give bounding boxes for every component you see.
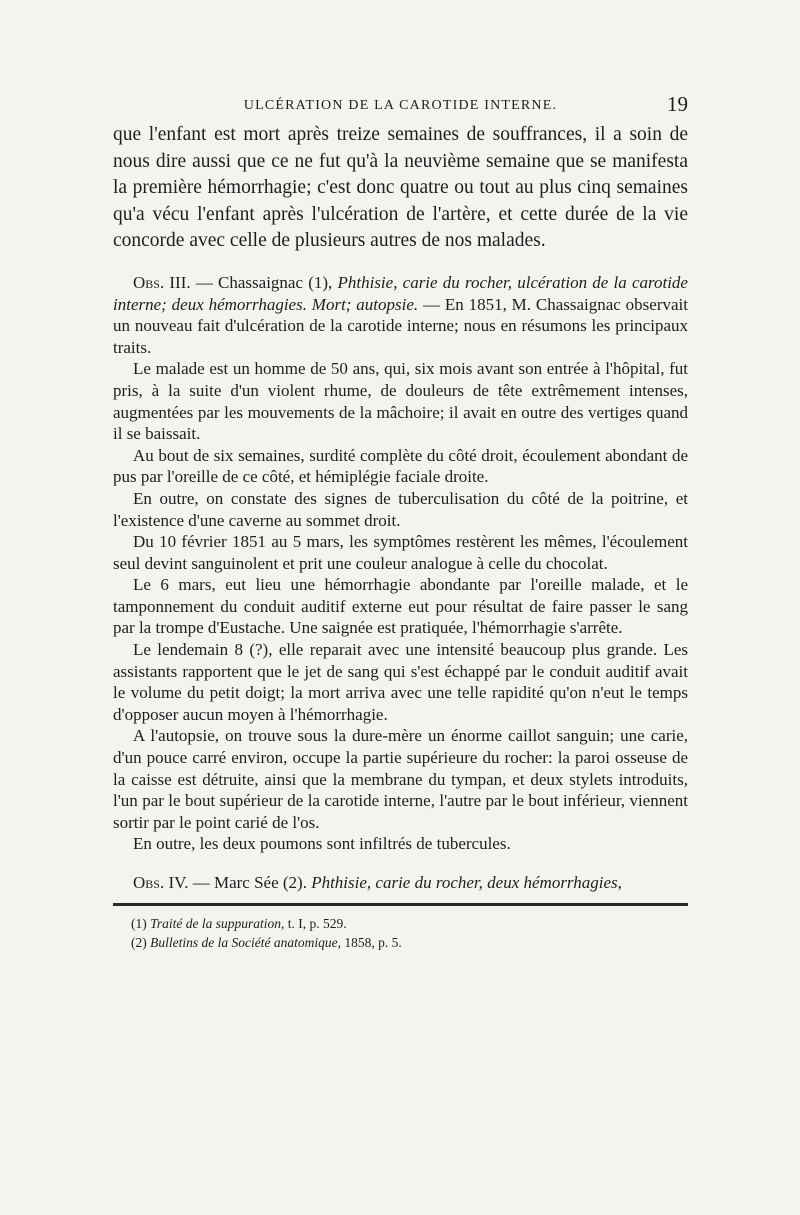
paragraph: Au bout de six semaines, surdité complète du côté droit, écoulement abondant de pus par l'oreille de ce côté, et hémiplégie faciale droite. <box>113 445 688 487</box>
footnote-divider <box>113 903 688 906</box>
obs3-title: Phthisie, carie du rocher, ulcération de la carotide interne; deux hémorrhagies. Mort; autopsie. <box>113 272 688 314</box>
paragraph: Le malade est un homme de 50 ans, qui, six mois avant son entrée à l'hôpital, fut pris, à la suite d'un violent rhume, de douleurs de tête extrêmement intenses, augmentées par les mouvements de la mâchoire; il avait en outre des vertiges quand il se baissait. <box>113 359 688 444</box>
obs4-rest: , <box>617 873 622 892</box>
lead-paragraph: que l'enfant est mort après treize semaines de souffrances, il a soin de nous dire aussi que ce ne fut qu'à la neuvième semaine que se manifesta la première hémorrhagie; c'est donc quatre ou tout au plus cinq semaines qu'a vécu l'enfant après l'ulcération de l'artère, et cette durée de la vie concorde avec celle de plusieurs autres de nos malades. <box>113 124 688 252</box>
running-title: ULCÉRATION DE LA CAROTIDE INTERNE. <box>243 98 558 113</box>
footnote-1 <box>113 914 688 933</box>
page-number: 19 <box>667 92 688 116</box>
observation-4-heading <box>113 872 688 894</box>
footnote-title: Traité de la suppuration <box>150 915 282 931</box>
obs3-label: Obs. III. <box>133 272 191 292</box>
observation-3-heading <box>113 272 688 358</box>
paragraph: Du 10 février 1851 au 5 mars, les symptômes restèrent les mêmes, l'écoulement seul devint sanguinolent et prit une couleur analogue à celle du chocolat. <box>113 532 688 573</box>
paragraph: A l'autopsie, on trouve sous la dure-mère un énorme caillot sanguin; une carie, d'un pouce carré environ, occupe la partie supérieure du rocher: la paroi osseuse de la caisse est détruite, ainsi que la membrane du tympan, et deux stylets introduits, l'un par le bout supérieur de la carotide interne, l'autre par le bout inférieur, viennent sortir par le point carié de l'os. <box>113 726 688 832</box>
footnote-marker: (1) <box>131 915 151 931</box>
footnote-title: Bulletins de la Société anatomique <box>150 934 338 950</box>
book-page <box>113 92 688 952</box>
obs4-title: Phthisie, carie du rocher, deux hémorrhagies <box>311 873 618 892</box>
footnote-2 <box>113 933 688 952</box>
paragraph: En outre, les deux poumons sont infiltrés de tubercules. <box>133 834 511 854</box>
obs3-author: — Chassaignac (1), <box>190 272 338 292</box>
obs4-author: — Marc Sée (2). <box>188 873 312 892</box>
paragraph: Le lendemain 8 (?), elle reparait avec une intensité beaucoup plus grande. Les assistants rapportent que le jet de sang qui s'est échappé par le conduit auditif avait le volume du petit doigt; la mort arriva avec une telle rapidité qu'on n'eut le temps d'opposer aucun moyen à l'hémorrhagie. <box>113 640 688 724</box>
obs4-label: Obs. IV. <box>133 873 189 892</box>
footnote-rest: , 1858, p. 5. <box>337 934 402 950</box>
footnote-rest: , t. I, p. 529. <box>281 915 347 931</box>
obs3-rest: — En 1851, M. Chassaignac observait un nouveau fait d'ulcération de la carotide interne; nous en résumons les principaux traits. <box>113 294 688 357</box>
footnote-marker: (2) <box>131 934 151 950</box>
paragraph: Le 6 mars, eut lieu une hémorrhagie abondante par l'oreille malade, et le tamponnement du conduit auditif externe eut pour résultat de faire passer le sang par la trompe d'Eustache. Une saignée est pratiquée, l'hémorrhagie s'arrête. <box>113 575 688 638</box>
page-header <box>113 92 688 122</box>
paragraph: En outre, on constate des signes de tuberculisation du côté de la poitrine, et l'existence d'une caverne au sommet droit. <box>113 488 688 530</box>
